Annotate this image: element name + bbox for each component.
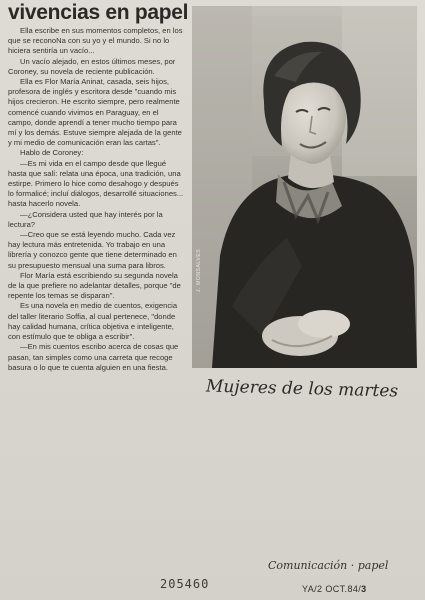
portrait-photo xyxy=(192,6,417,368)
paragraph: Es una novela en medio de cuentos, exigencia del taller literario Soffia, al cual pertenece, "donde hay calidad humana, crítica objetiva e inteligente, con estímulo que te obliga a escribir". xyxy=(8,301,178,342)
paragraph: Hablo de Coroney: xyxy=(20,148,84,158)
paragraph: Ella escribe en sus momentos completos, en los que se reconoNa con su yo y el mundo. Si no lo hiciera sentiría un vacío... xyxy=(8,26,183,56)
article-body xyxy=(8,26,184,373)
paragraph: Ella es Flor María Aninat, casada, seis hijos, profesora de inglés y escritora desde "cuando mis hijos crecieron. He escrito siempre, pero realmente comencé cuando vivimos en Paraguay, en el campo, donde aprendí a tener mucho tiempo para mí y los demás. Estuve siempre alejada de la gente y mi medio de comunicación eran las cartas". xyxy=(8,77,182,148)
dateline-prefix: YA/2 OCT.84/ xyxy=(302,584,362,594)
handwritten-caption: Mujeres de los martes xyxy=(205,376,399,402)
paragraph: —Es mi vida en el campo desde que llegué hasta que salí: relata una época, una tradición, una estirpe. Primero lo hice como desahogo y después lo formalicé; incluí diálogos, desarrollé situaciones... hasta hacerlo novela. xyxy=(8,158,184,209)
headline: vivencias en papel xyxy=(8,1,189,24)
handwritten-source-note: Comunicación · papel xyxy=(268,559,389,572)
paragraph: —En mis cuentos escribo acerca de cosas que pasan, tan simples como una carreta que recoge basura o lo que te cuenta alguien en una fiesta. xyxy=(8,342,179,372)
paragraph: Un vacío alejado, en estos últimos meses, por Coroney, su novela de reciente publicación. xyxy=(8,56,176,76)
paragraph: —¿Considera usted que hay interés por la lectura? xyxy=(8,209,163,229)
portrait-illustration xyxy=(192,6,417,368)
archive-number-stamp: 205460 xyxy=(160,577,210,591)
paragraph: —Creo que se está leyendo mucho. Cada vez hay lectura más entretenida. Yo trabajo en una librería y conozco gente que tiene determinado en su presupuesto mensual una suma para libros. xyxy=(8,230,177,270)
photo-credit: J. MONSALVES xyxy=(196,248,202,292)
paragraph: Flor María está escribiendo su segunda novela de la que prefiere no adelantar detalles, porque "de repente los temas se disparan". xyxy=(8,270,181,301)
publication-dateline xyxy=(302,584,367,594)
dateline-page: 3 xyxy=(361,584,367,594)
